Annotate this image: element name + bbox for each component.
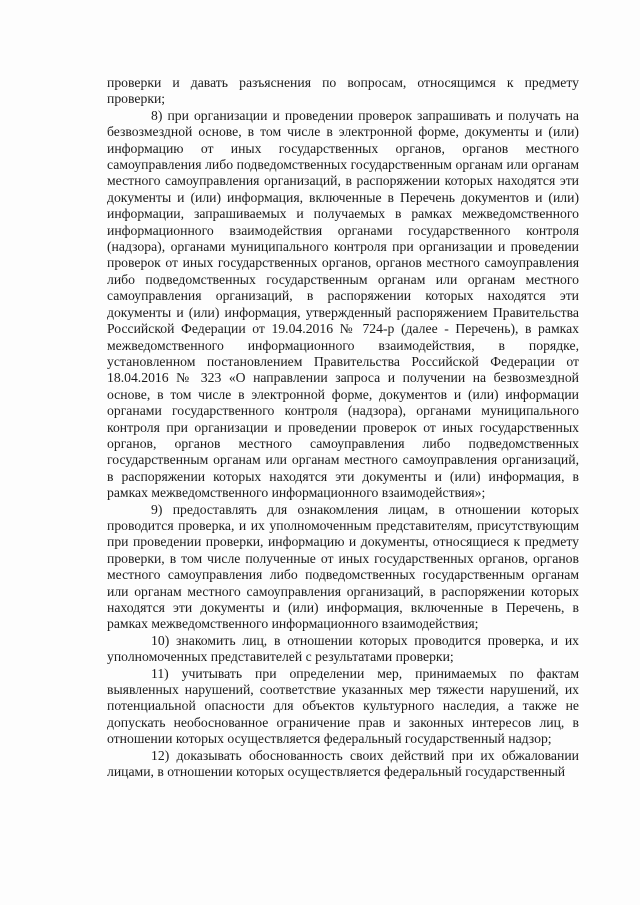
paragraph-item-9: 9) предоставлять для ознакомления лицам, в отношении которых проводится проверка, и их уполномоченным представителям, присутствующим при проведении проверки, информацию и документы, относящиеся к предмету проверки, в том числе полученные от иных государственных органов, органов местного самоуправления либо подведомственных государственным органам или органам местного самоуправления организаций, в распоряжении которых находятся эти документы и (или) информация, включенные в Перечень, в рамках межведомственного информационного взаимодействия; — [107, 501, 579, 632]
paragraph-item-11: 11) учитывать при определении мер, принимаемых по фактам выявленных нарушений, соответствие указанных мер тяжести нарушений, их потенциальной опасности для объектов культурного наследия, а также не допускать необоснованное ограничение прав и законных интересов лиц, в отношении которых осуществляется федеральный государственный надзор; — [107, 665, 579, 747]
paragraph-item-8: 8) при организации и проведении проверок запрашивать и получать на безвозмездной основе, в том числе в электронной форме, документы и (или) информацию от иных государственных органов, органов местного самоуправления либо подведомственных государственным органам или органам местного самоуправления организаций, в распоряжении которых находятся эти документы и (или) информация, включенные в Перечень документов и (или) информации, запрашиваемых и получаемых в рамках межведомственного информационного взаимодействия органами государственного контроля (надзора), органами муниципального контроля при организации и проведении проверок от иных государственных органов, органов местного самоуправления либо подведомственных государственным органам или органам местного самоуправления организаций, в распоряжении которых находятся эти документы и (или) информация, утвержденный распоряжением Правительства Российской Федерации от 19.04.2016 № 724-р (далее - Перечень), в рамках межведомственного информационного взаимодействия, в порядке, установленном постановлением Правительства Российской Федерации от 18.04.2016 № 323 «О направлении запроса и получении на безвозмездной основе, в том числе в электронной форме, документов и (или) информации органами государственного контроля (надзора), органами муниципального контроля при организации и проведении проверок от иных государственных органов, органов местного самоуправления либо подведомственных государственным органам или органам местного самоуправления организаций, в распоряжении которых находятся эти документы и (или) информация, в рамках межведомственного информационного взаимодействия»; — [107, 107, 579, 501]
paragraph-item-12: 12) доказывать обоснованность своих действий при их обжаловании лицами, в отношении которых осуществляется федеральный государственный — [107, 747, 579, 780]
paragraph-item-10: 10) знакомить лиц, в отношении которых проводится проверка, и их уполномоченных представителей с результатами проверки; — [107, 632, 579, 665]
document-body — [107, 75, 579, 780]
paragraph-continuation: проверки и давать разъяснения по вопросам, относящимся к предмету проверки; — [107, 75, 579, 107]
